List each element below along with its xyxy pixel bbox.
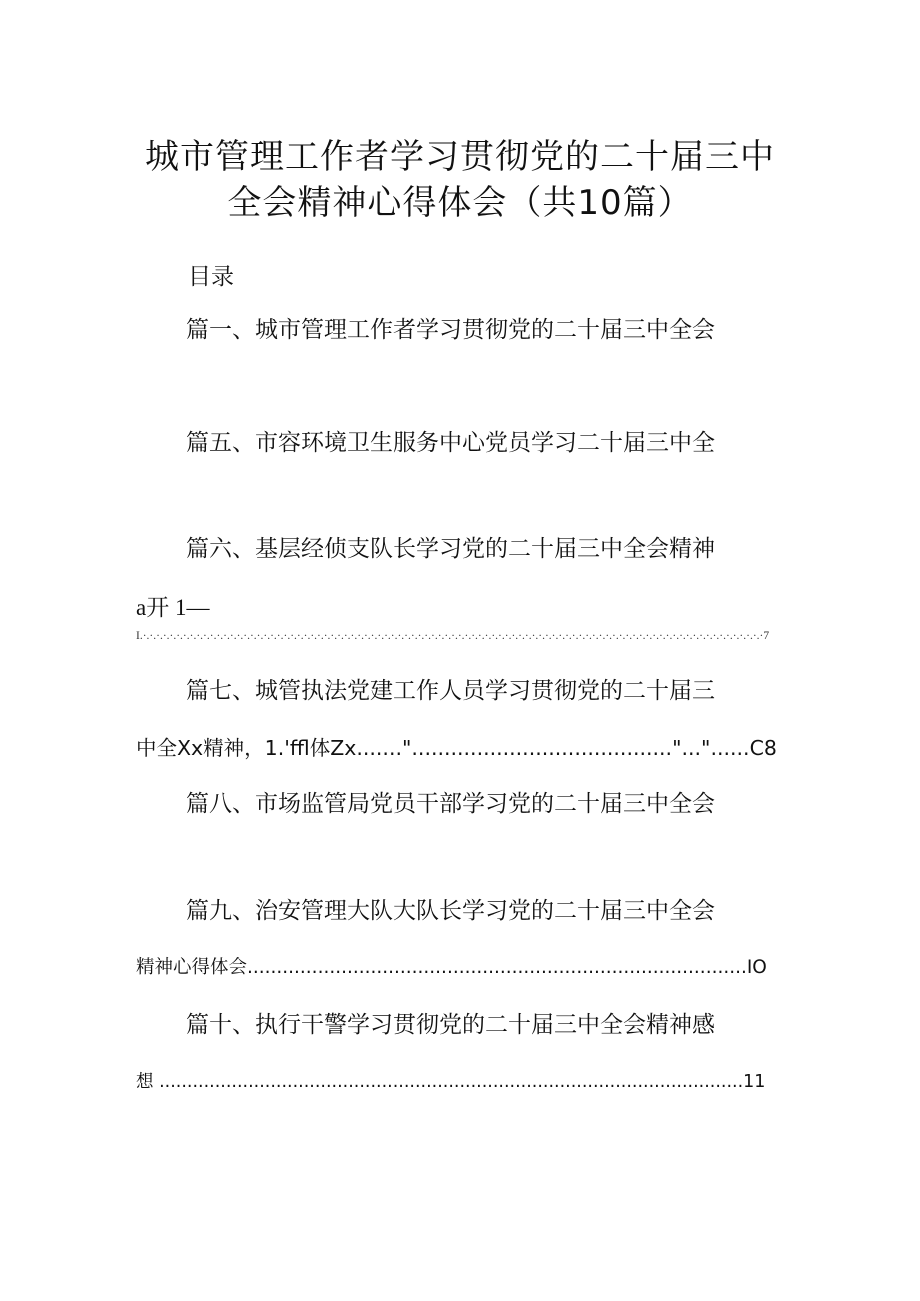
toc-entry-10-continuation: 想 .........................................................................................................11: [136, 1072, 766, 1092]
toc-entry-6-continuation: a开 1—: [136, 595, 210, 620]
toc-entry-10: 篇十、执行干警学习贯彻党的二十届三中全会精神感: [186, 1012, 715, 1038]
toc-entry-7-continuation: 中全Xx精神，1.'ffl体Zx......."........................................"..."......C8: [136, 736, 777, 760]
toc-entry-6: 篇六、基层经侦支队长学习党的二十届三中全会精神: [186, 536, 715, 562]
document-title-line-2: 全会精神心得体会（共10篇）: [227, 183, 693, 223]
toc-entry-9: 篇九、治安管理大队大队长学习党的二十届三中全会: [186, 898, 715, 924]
toc-entry-5: 篇五、市容环境卫生服务中心党员学习二十届三中全: [186, 430, 715, 456]
document-title-line-1: 城市管理工作者学习贯彻党的二十届三中: [145, 137, 775, 177]
toc-entry-1: 篇一、城市管理工作者学习贯彻党的二十届三中全会: [186, 317, 715, 343]
toc-entry-9-continuation: 精神心得体会.....................................................................................IO: [136, 957, 767, 978]
toc-entry-8: 篇八、市场监管局党员干部学习党的二十届三中全会: [186, 791, 715, 817]
toc-entry-7: 篇七、城管执法党建工作人员学习贯彻党的二十届三: [186, 678, 715, 704]
toc-entry-6-leader: I.·.·.·.·.·.·.·.·.·.·.·.·.·.·.·.·.·.·.·.·.·.·.·.·.·.·.·.·.·.·.·.·.·.·.·.·.·.·.·.·.·.·.·.·.·.·.·.·.·.·.·.·.·.·.·.·.·.·.·.·.·.·.·.·.·.·.·.·.·.·.·.·.·.·.·.·.·.·.·.·.·.·.·.·.·.·.·.·.·.·.·.·.·7: [136, 630, 770, 642]
toc-label: 目录: [188, 264, 234, 290]
